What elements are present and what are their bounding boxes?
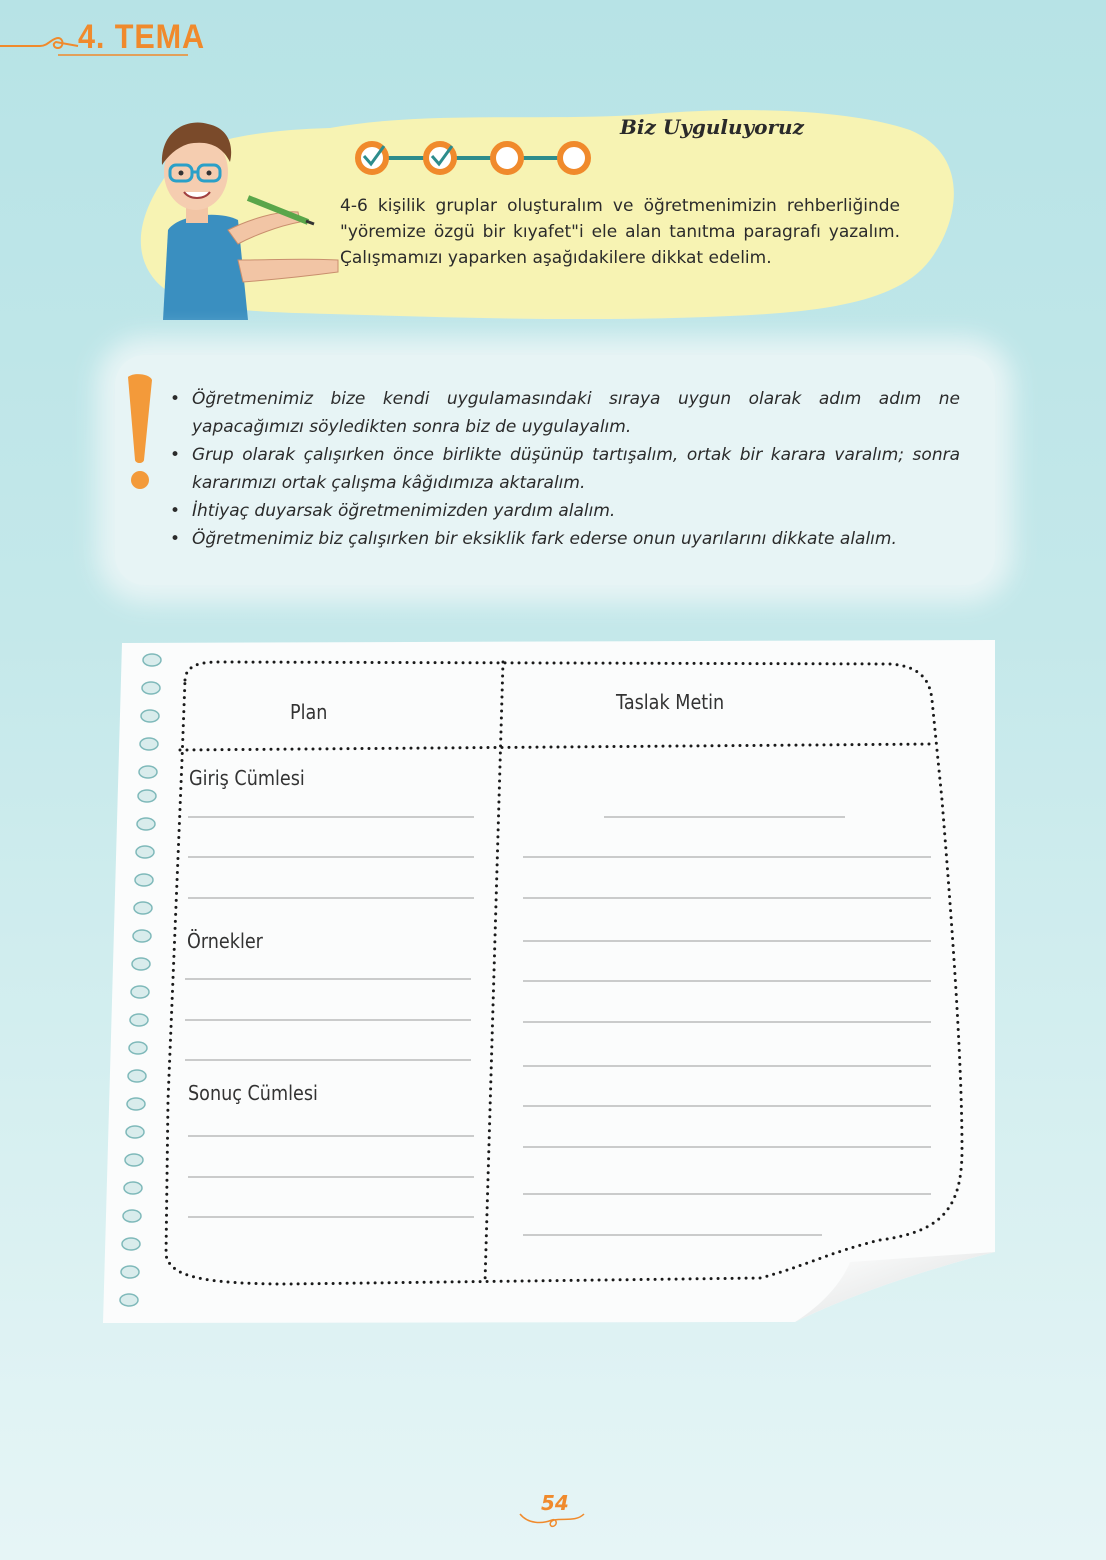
activity-instruction: 4-6 kişilik gruplar oluşturalım ve öğretmenimizin rehberliğinde "yöremize özgü bir kıyafet"i ele alan tanıtma paragrafı yazalım. Çalışmamızı yaparken aşağıdakilere dikkat edelim. <box>340 196 900 268</box>
intro-sentence-label: Giriş Cümlesi <box>189 766 305 790</box>
examples-label: Örnekler <box>187 929 263 953</box>
note-item: • Öğretmenimiz bize kendi uygulamasındaki sıraya uygun olarak adım adım ne yapacağımızı söyledikten sonra biz de uygulayalım. <box>170 385 960 441</box>
page-number: 54 <box>541 1491 569 1515</box>
note-item: • İhtiyaç duyarsak öğretmenimizden yardım alalım. <box>170 497 960 525</box>
activity-title: Biz Uyguluyoruz <box>620 115 804 139</box>
page-number-swirl <box>518 1510 588 1532</box>
conclusion-sentence-label: Sonuç Cümlesi <box>188 1081 318 1105</box>
note-item: • Grup olarak çalışırken önce birlikte düşünüp tartışalım, ortak bir karara varalım; sonra kararımızı ortak çalışma kâğıdımıza aktaralım. <box>170 441 960 497</box>
theme-title: 4. TEMA <box>78 18 206 56</box>
plan-column-header: Plan <box>290 700 328 724</box>
note-item: • Öğretmenimiz biz çalışırken bir eksiklik fark ederse onun uyarılarını dikkate alalım. <box>170 525 960 553</box>
draft-column-header: Taslak Metin <box>616 690 725 714</box>
